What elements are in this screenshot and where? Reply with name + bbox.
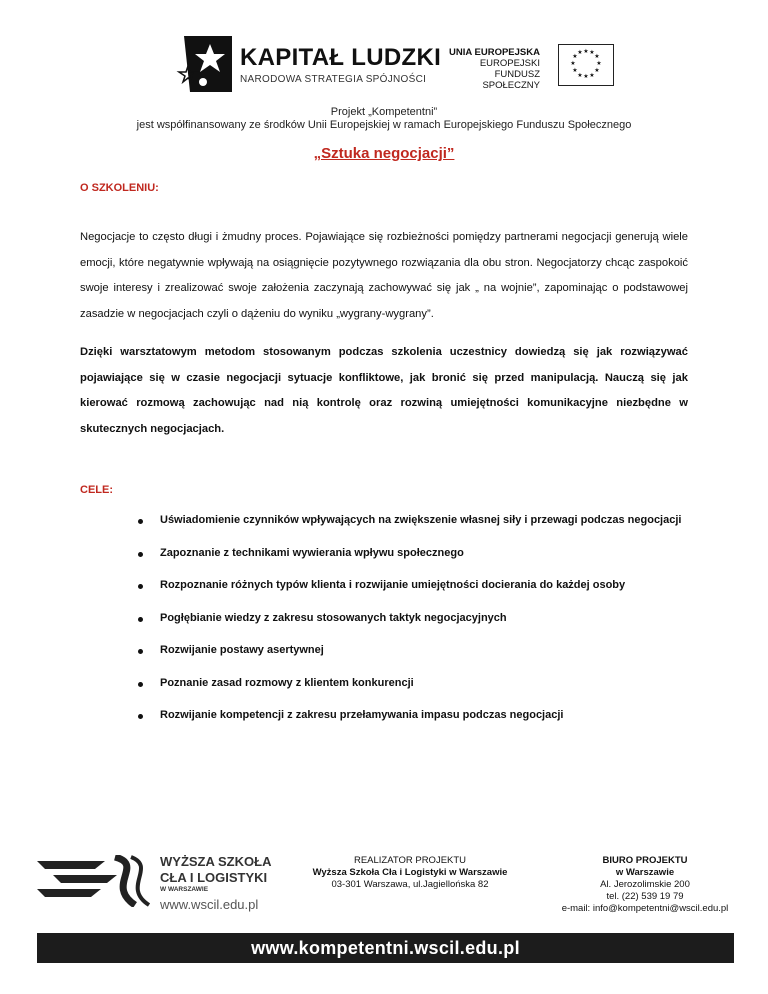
svg-text:★: ★ — [577, 72, 583, 79]
goal-item: Zapoznanie z technikami wywierania wpływu społecznego — [138, 541, 690, 566]
biuro-email: e-mail: info@kompetentni@wscil.edu.pl — [561, 903, 729, 914]
about-paragraph-2: Dzięki warsztatowym metodom stosowanym podczas szkolenia uczestnicy dowiedzą się jak rozwiązywać pojawiające się w czasie negocjacji sytuacje konfliktowe, jak bronić się przed manipulacją. Nauczą się jak kierować rozmową zachowując nad nią kontrolę oraz rozwiną umiejętności komunikacyjne niezbędne w skutecznych negocjacjach. — [80, 346, 688, 435]
wscil-url: www.wscil.edu.pl — [160, 897, 259, 912]
eu-flag-icon — [558, 44, 614, 86]
svg-text:★: ★ — [589, 49, 595, 56]
wscil-name-line2: CŁA I LOGISTYKI — [160, 870, 268, 885]
goal-item: Rozwijanie kompetencji z zakresu przełamywania impasu podczas negocjacji — [138, 703, 690, 728]
wscil-name-line1: WYŻSZA SZKOŁA — [160, 854, 272, 869]
eu-line3: FUNDUSZ SPOŁECZNY — [482, 69, 540, 91]
project-line1: Projekt „Kompetentni” — [330, 106, 438, 118]
eu-label — [440, 47, 540, 91]
svg-text:★: ★ — [589, 72, 595, 79]
biuro-block — [545, 855, 745, 915]
biuro-address: Al. Jerozolimskie 200 — [600, 879, 690, 890]
realizator-heading: REALIZATOR PROJEKTU — [353, 855, 467, 866]
bottom-url: www.kompetentni.wscil.edu.pl — [251, 938, 520, 958]
goal-item: Rozpoznanie różnych typów klienta i rozwijanie umiejętności docierania do każdej osoby — [138, 573, 690, 598]
goal-item: Uświadomienie czynników wpływających na zwiększenie własnej siły i przewagi podczas negocjacji — [138, 508, 690, 533]
svg-text:★: ★ — [570, 60, 576, 67]
goals-list — [138, 508, 690, 736]
eu-line1: UNIA EUROPEJSKA — [449, 47, 540, 58]
svg-text:★: ★ — [594, 53, 600, 60]
wscil-name-line3: W WARSZAWIE — [160, 886, 209, 893]
about-paragraph-1: Negocjacje to często długi i żmudny proces. Pojawiające się rozbieżności pomiędzy partnerami negocjacji generują wiele emocji, które negatywnie wpływają na osiągnięcie pozytywnego rozwiązania dla obu stron. Negocjatorzy chcąc zaspokoić swoje interesy i zrealizować swoje założenia zaczynają zachowywać się jak „ na wojnie”, zapominając o podstawowej zasadzie w negocjacjach czyli o dążeniu do wyniku „wygrany-wygrany”. — [80, 231, 688, 320]
svg-text:★: ★ — [572, 53, 578, 60]
document-title: „Sztuka negocjacji” — [313, 145, 455, 162]
wscil-logo-icon — [35, 855, 155, 907]
svg-text:★: ★ — [596, 60, 602, 67]
svg-text:★: ★ — [583, 73, 589, 80]
biuro-heading: BIURO PROJEKTU — [602, 855, 688, 866]
about-heading: O SZKOLENIU: — [80, 182, 159, 194]
realizator-name: Wyższa Szkoła Cła i Logistyki w Warszawie — [312, 867, 508, 878]
goal-item: Rozwijanie postawy asertywnej — [138, 638, 690, 663]
kapital-ludzki-title: KAPITAŁ LUDZKI — [240, 44, 442, 71]
kapital-ludzki-logo-icon — [170, 30, 240, 100]
biuro-phone: tel. (22) 539 19 79 — [606, 891, 684, 902]
svg-text:★: ★ — [594, 67, 600, 74]
svg-text:★: ★ — [577, 49, 583, 56]
eu-line2: EUROPEJSKI — [479, 58, 540, 69]
svg-text:★: ★ — [583, 48, 589, 55]
goals-heading: CELE: — [80, 484, 113, 496]
svg-text:★: ★ — [572, 67, 578, 74]
kapital-ludzki-subtitle: NARODOWA STRATEGIA SPÓJNOŚCI — [240, 74, 427, 85]
biuro-location: w Warszawie — [615, 867, 675, 878]
realizator-address: 03-301 Warszawa, ul.Jagiellońska 82 — [331, 879, 489, 890]
realizator-block — [290, 855, 530, 891]
project-line2: jest współfinansowany ze środków Unii Europejskiej w ramach Europejskiego Funduszu Społecznego — [136, 119, 632, 131]
goal-item: Pogłębianie wiedzy z zakresu stosowanych taktyk negocjacyjnych — [138, 606, 690, 631]
goal-item: Poznanie zasad rozmowy z klientem konkurencji — [138, 671, 690, 696]
